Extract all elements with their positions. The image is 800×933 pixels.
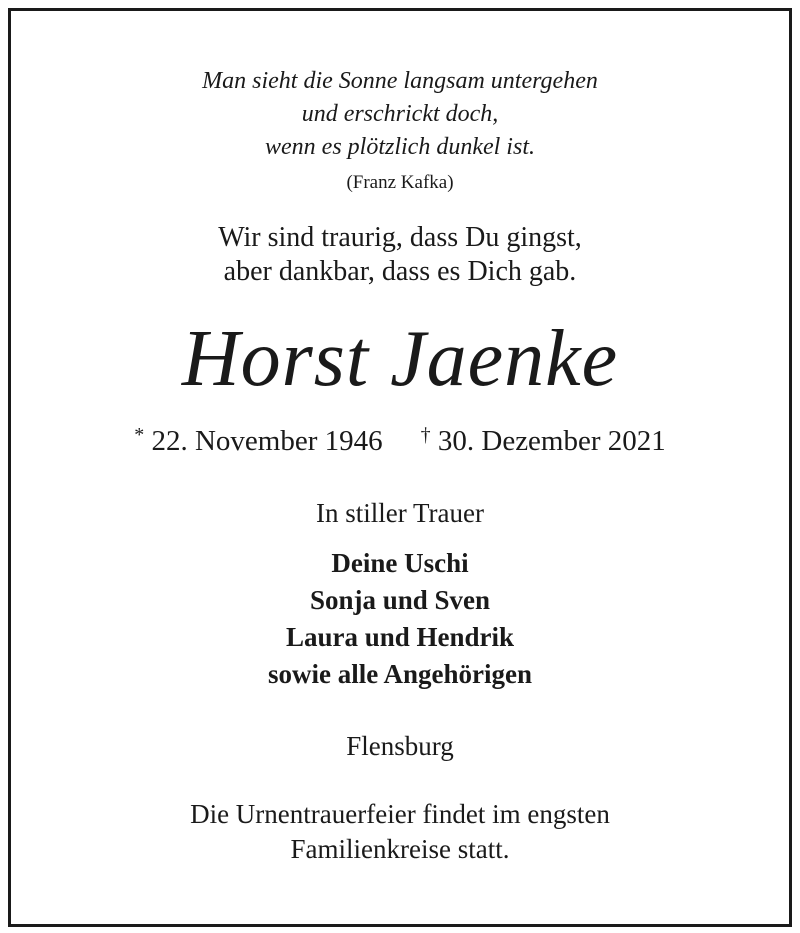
quote-line-2: und erschrickt doch,: [301, 101, 499, 127]
mourner-name: Sonja und Sven: [309, 585, 491, 615]
life-dates: [0, 424, 800, 458]
death-date: 30. Dezember 2021: [437, 425, 666, 457]
message-line-2: aber dankbar, dass es Dich gab.: [223, 256, 577, 287]
deceased-name: Horst Jaenke: [181, 315, 619, 403]
funeral-note-line-1: Die Urnentrauerfeier findet im engsten: [190, 799, 610, 829]
quote-line-1: Man sieht die Sonne langsam untergehen: [202, 68, 598, 94]
death-symbol: †: [420, 424, 431, 446]
quote-line-3: wenn es plötzlich dunkel ist.: [265, 134, 535, 160]
funeral-note-line-2: Familienkreise statt.: [290, 834, 510, 864]
mourning-intro: In stiller Trauer: [316, 498, 484, 528]
message-line-1: Wir sind traurig, dass Du gingst,: [218, 222, 582, 253]
mourner-name: Laura und Hendrik: [285, 622, 515, 652]
birth-symbol: *: [134, 424, 145, 446]
quote-author: (Franz Kafka): [346, 172, 454, 193]
mourner-name: sowie alle Angehörigen: [268, 659, 532, 689]
location: Flensburg: [346, 731, 454, 761]
mourner-name: Deine Uschi: [331, 548, 469, 578]
birth-date: 22. November 1946: [151, 425, 383, 457]
